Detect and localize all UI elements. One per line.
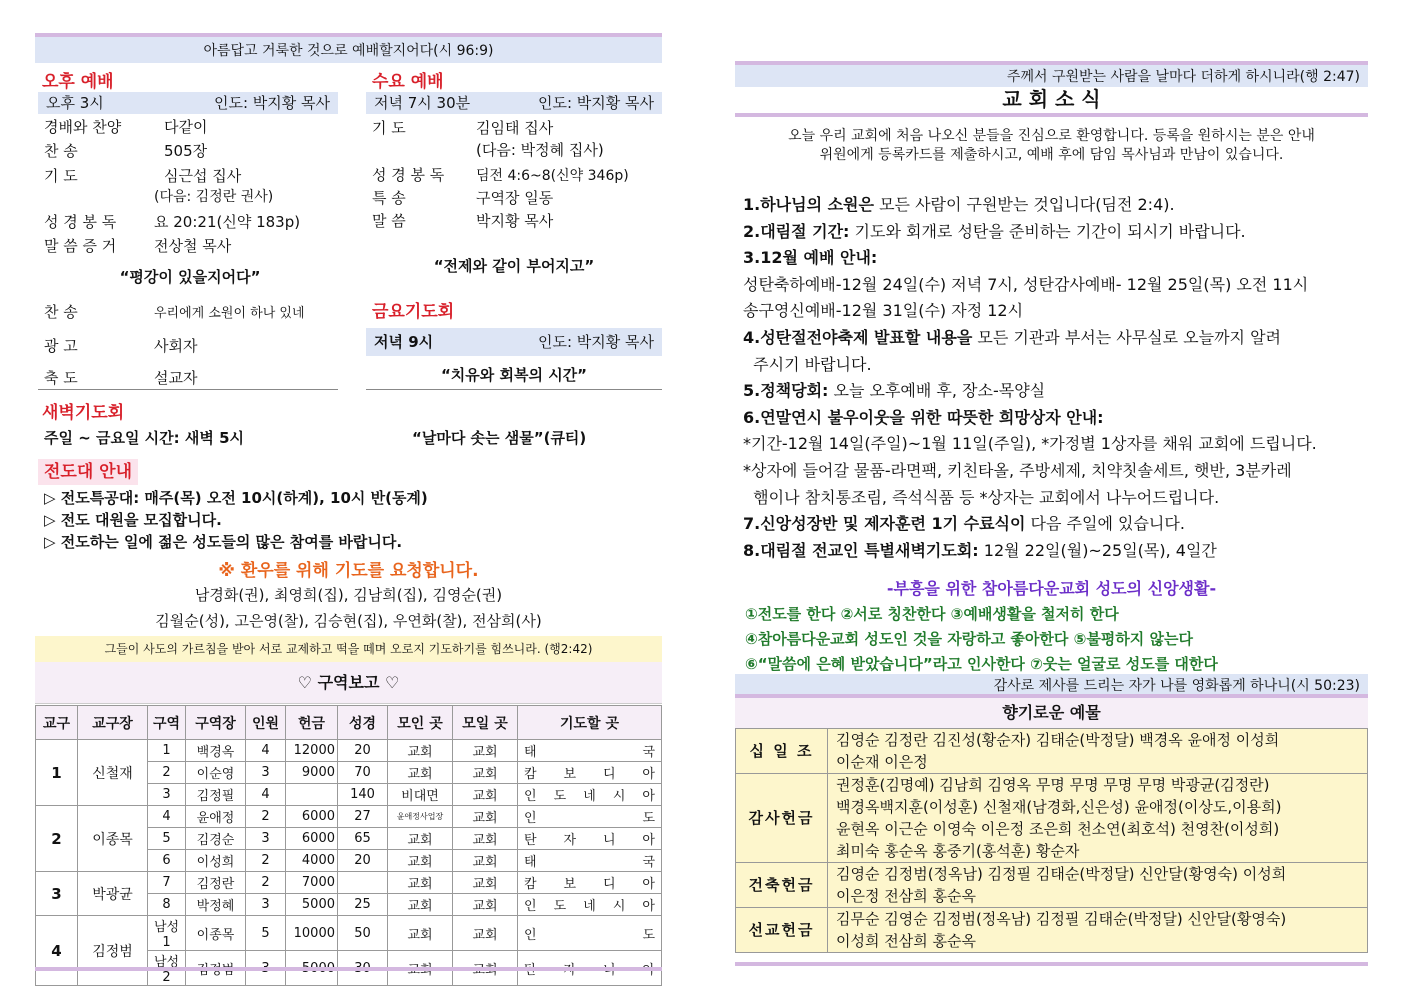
district-leader: 신철재 (78, 740, 148, 806)
patients-1: 남경화(권), 최영희(집), 김남희(집), 김영순(권) (194, 586, 503, 604)
dawn-line: 주일 ~ 금요일 시간: 새벽 5시 (44, 429, 245, 447)
evangel-lines (44, 487, 428, 553)
table-cell: 교회 (453, 951, 518, 986)
table-cell: 4 (246, 784, 286, 806)
offering-label: 십 일 조 (736, 729, 828, 774)
table-cell: 20 (338, 850, 388, 872)
table-cell: 교회 (388, 828, 453, 850)
news-list (743, 192, 1368, 564)
friday-title: 금요기도회 (372, 302, 455, 322)
table-cell: 3 (246, 828, 286, 850)
table-cell: 백경옥 (186, 740, 246, 762)
table-cell: 2 (246, 872, 286, 894)
table-cell: 4 (246, 740, 286, 762)
table-cell: 6000 (286, 828, 338, 850)
table-cell: 교회 (388, 740, 453, 762)
district-number: 4 (36, 916, 78, 986)
wednesday-time: 저녁 7시 30분 (374, 94, 471, 112)
offering-names: 김영순 김정란 김진성(황순자) 김태순(박정달) 백경옥 윤애정 이성희 이순재 이은정 (828, 729, 1368, 774)
table-cell: 윤애정사업장 (388, 806, 453, 828)
evangel-line: ▷ 전도하는 일에 젊은 성도들의 많은 참여를 바랍니다. (44, 533, 403, 551)
afternoon-sermon: “평강이 있을지어다” (119, 268, 261, 286)
table-cell: 2 (246, 850, 286, 872)
afternoon-leader: 인도: 박지황 목사 (213, 94, 330, 112)
table-cell: 9000 (286, 762, 338, 784)
news-item: 7.신앙성장반 및 제자훈련 1기 수료식이 다음 주일에 있습니다. (743, 514, 1185, 534)
district-leader: 박광균 (78, 872, 148, 916)
district-number: 2 (36, 806, 78, 872)
divider (735, 962, 1368, 966)
news-item: 햄이나 참치통조림, 즉석식품 등 *상자는 교회에서 나누어드립니다. (743, 487, 1220, 507)
table-cell: 인 도 네 시 아 (518, 894, 662, 916)
table-row (36, 916, 662, 951)
friday-time: 저녁 9시 (374, 333, 434, 351)
offering-names: 김무순 김영순 김정범(정옥남) 김정필 김태순(박정달) 신안달(황영숙) 이성희 전삼희 홍순옥 (828, 908, 1368, 953)
news-item: *상자에 들어갈 물품-라면팩, 키친타올, 주방세제, 치약칫솔세트, 햇반, 3분카레 (743, 460, 1292, 480)
divider (366, 389, 662, 390)
district-leader: 이종목 (78, 806, 148, 872)
table-cell: 27 (338, 806, 388, 828)
offering-row (736, 863, 1368, 908)
news-title: 교 회 소 식 (735, 87, 1368, 117)
table-cell: 7000 (286, 872, 338, 894)
news-item: 송구영신예배-12월 31일(수) 자정 12시 (743, 301, 1024, 321)
news-item: 2.대림절 기간: 기도와 회개로 성탄을 준비하는 기간이 되시기 바랍니다. (743, 221, 1246, 241)
news-item: *기간-12월 14일(주일)~1월 11일(주일), *가정별 1상자를 채워 교회에 드립니다. (743, 434, 1317, 454)
table-cell: 교회 (453, 916, 518, 951)
table-cell: 70 (338, 762, 388, 784)
table-cell: 140 (338, 784, 388, 806)
table-cell: 6 (148, 850, 186, 872)
welcome-text: 오늘 우리 교회에 처음 나오신 분들을 진심으로 환영합니다. 등록을 원하시는 분은 안내 위원에게 등록카드를 제출하시고, 예배 후에 담임 목사님과 만남이 있습니다. (788, 128, 1315, 163)
offering-label: 선교헌금 (736, 908, 828, 953)
table-cell: 25 (338, 894, 388, 916)
table-cell: 7 (148, 872, 186, 894)
district-number: 1 (36, 740, 78, 806)
table-cell: 교회 (388, 951, 453, 986)
district-table (35, 705, 662, 986)
table-cell (286, 784, 338, 806)
table-cell: 탄 자 니 아 (518, 828, 662, 850)
news-item: 성탄축하예배-12월 24일(수) 저녁 7시, 성탄감사예배- 12월 25일(목) 오전 11시 (743, 274, 1309, 294)
friday-leader: 인도: 박지황 목사 (537, 333, 654, 351)
verse-bottom: 감사로 제사를 드리는 자가 나를 영화롭게 하나니(시 50:23) (735, 674, 1368, 698)
table-cell: 2 (246, 806, 286, 828)
table-cell: 12000 (286, 740, 338, 762)
table-cell: 30 (338, 951, 388, 986)
table-cell: 교회 (453, 828, 518, 850)
table-cell: 교회 (388, 872, 453, 894)
afternoon-time-bar (38, 92, 338, 114)
table-cell: 캄 보 디 아 (518, 762, 662, 784)
table-cell: 3 (148, 784, 186, 806)
table-row (36, 872, 662, 894)
evangel-line: ▷ 전도 대원을 모집합니다. (44, 511, 222, 529)
table-cell: 5000 (286, 951, 338, 986)
table-cell: 태 국 (518, 850, 662, 872)
table-cell: 태 국 (518, 740, 662, 762)
table-cell: 교회 (453, 894, 518, 916)
wednesday-leader: 인도: 박지황 목사 (537, 94, 654, 112)
table-row (36, 740, 662, 762)
table-cell: 탄 자 니 아 (518, 951, 662, 986)
table-cell: 20 (338, 740, 388, 762)
table-cell: 김정범 (186, 951, 246, 986)
table-cell: 교회 (453, 784, 518, 806)
evangel-title: 전도대 안내 (38, 459, 138, 485)
table-cell: 이순영 (186, 762, 246, 784)
news-item: 1.하나님의 소원은 모든 사람이 구원받는 것입니다(딤전 2:4). (743, 195, 1175, 214)
friday-time-bar (366, 328, 662, 356)
divider (35, 967, 662, 971)
table-cell: 10000 (286, 916, 338, 951)
offering-label: 감사헌금 (736, 774, 828, 863)
patients-2: 김월순(성), 고은영(찰), 김승현(집), 우연화(찰), 전삼희(사) (155, 612, 542, 630)
table-cell: 교회 (453, 740, 518, 762)
table-cell: 박정혜 (186, 894, 246, 916)
table-cell: 교회 (453, 872, 518, 894)
verse-top-right: 주께서 구원받는 사람을 날마다 더하게 하시니라(행 2:47) (735, 61, 1368, 87)
table-cell: 이성희 (186, 850, 246, 872)
evangel-line: ▷ 전도특공대: 매주(목) 오전 10시(하계), 10시 반(동계) (44, 489, 428, 507)
offering-names: 권정훈(김명예) 김남희 김영옥 무명 무명 무명 무명 박광균(김정란) 백경옥백지훈(이성훈) 신철재(남경화,신은성) 윤애정(이상도,이용희) 윤현옥 이근순 이영숙 이은정 조은희 천소연(최호석) 천영찬(이성희) 최미숙 홍순옥 홍중기(홍석훈) 황순자 (828, 774, 1368, 863)
news-item: 3.12월 예배 안내: (743, 248, 878, 268)
revival-list: ①전도를 한다 ②서로 칭찬한다 ③예배생활을 철저히 한다 ④참아름다운교회 성도인 것을 자랑하고 좋아한다 ⑤불평하지 않는다 ⑥“말씀에 은혜 받았습니다”라고 인사한다 ⑦웃는 얼굴로 성도를 대한다 (745, 605, 1218, 673)
table-header: 교구 교구장 구역 구역장 인원 헌금 성경 모인 곳 모일 곳 기도할 곳 (36, 706, 662, 740)
table-cell: 5 (246, 916, 286, 951)
table-cell: 8 (148, 894, 186, 916)
table-cell: 교회 (388, 850, 453, 872)
table-cell: 인 도 네 시 아 (518, 784, 662, 806)
wednesday-time-bar (366, 92, 662, 114)
news-item: 5.정책당회: 오늘 오후예배 후, 장소-목양실 (743, 381, 1046, 401)
table-cell: 윤애정 (186, 806, 246, 828)
table-cell: 5 (148, 828, 186, 850)
afternoon-order-2: 찬 송 우리에게 소원이 하나 있네 광 고 사회자 축 도 설교자 (44, 303, 305, 387)
afternoon-order: 경배와 찬양 다같이 찬 송 505장 기 도 심근섭 집사 (다음: 김정란 권사) 성 경 봉 독 요 20:21(신약 183p) 말 씀 증 거 전상철 목사 (44, 118, 301, 255)
district-leader: 김정범 (78, 916, 148, 986)
dawn-title: 새벽기도회 (42, 403, 125, 423)
divider (38, 389, 338, 390)
table-cell: 김경순 (186, 828, 246, 850)
offering-title: 향기로운 예물 (735, 698, 1368, 728)
wednesday-sermon: “전제와 같이 부어지고” (433, 257, 595, 275)
offering-label: 건축헌금 (736, 863, 828, 908)
table-cell: 캄 보 디 아 (518, 872, 662, 894)
table-cell: 이종목 (186, 916, 246, 951)
verse-mid: 그들이 사도의 가르침을 받아 서로 교제하고 떡을 떼며 오로지 기도하기를 힘쓰니라. (행2:42) (35, 636, 662, 662)
offering-row (736, 774, 1368, 863)
wednesday-title: 수요 예배 (372, 72, 444, 92)
table-cell: 남성2 (148, 951, 186, 986)
table-cell: 교회 (388, 894, 453, 916)
table-cell: 교회 (453, 850, 518, 872)
wednesday-order: 기 도 김임태 집사 (다음: 박정혜 집사) 성 경 봉 독 딤전 4:6~8(신약 346p) 특 송 구역장 일동 말 씀 박지황 목사 (372, 119, 629, 230)
table-cell: 3 (246, 894, 286, 916)
table-cell: 인 도 (518, 916, 662, 951)
offering-table (735, 728, 1368, 953)
table-cell: 3 (246, 762, 286, 784)
verse-top-left: 아름답고 거룩한 것으로 예배할지어다(시 96:9) (35, 33, 662, 63)
table-cell: 비대면 (388, 784, 453, 806)
revival-title: -부흥을 위한 참아름다운교회 성도의 신앙생활- (886, 579, 1217, 598)
offering-row (736, 729, 1368, 774)
news-item: 4.성탄절전야축제 발표할 내용을 모든 기관과 부서는 사무실로 오늘까지 알려 (743, 327, 1282, 347)
table-cell: 김정필 (186, 784, 246, 806)
table-cell: 4000 (286, 850, 338, 872)
afternoon-title: 오후 예배 (42, 72, 114, 92)
news-item: 6.연말연시 불우이웃을 위한 따뜻한 희망상자 안내: (743, 407, 1104, 427)
table-cell: 남성1 (148, 916, 186, 951)
table-cell: 3 (246, 951, 286, 986)
table-cell: 4 (148, 806, 186, 828)
friday-sermon: “치유와 회복의 시간” (440, 366, 588, 384)
news-item: 8.대림절 전교인 특별새벽기도회: 12월 22일(월)~25일(목), 4일간 (743, 540, 1217, 560)
table-row (36, 806, 662, 828)
table-cell: 김정란 (186, 872, 246, 894)
offering-names: 김영순 김정범(정옥남) 김정필 김태순(박정달) 신안달(황영숙) 이성희 이은정 전삼희 홍순옥 (828, 863, 1368, 908)
table-cell: 교회 (453, 762, 518, 784)
table-cell: 5000 (286, 894, 338, 916)
district-title: ♡ 구역보고 ♡ (35, 662, 662, 704)
table-cell: 교회 (388, 916, 453, 951)
table-cell: 교회 (388, 762, 453, 784)
table-cell: 2 (148, 762, 186, 784)
table-cell: 1 (148, 740, 186, 762)
table-cell: 6000 (286, 806, 338, 828)
table-cell: 교회 (453, 806, 518, 828)
table-cell: 인 도 (518, 806, 662, 828)
afternoon-time: 오후 3시 (46, 94, 104, 112)
news-item: 주시기 바랍니다. (743, 354, 872, 374)
table-cell: 50 (338, 916, 388, 951)
pray-request: ※ 환우를 위해 기도를 요청합니다. (218, 561, 479, 581)
table-cell: 65 (338, 828, 388, 850)
dawn-qt: “날마다 솟는 샘물”(큐티) (412, 429, 587, 447)
table-cell (338, 872, 388, 894)
offering-row (736, 908, 1368, 953)
district-number: 3 (36, 872, 78, 916)
